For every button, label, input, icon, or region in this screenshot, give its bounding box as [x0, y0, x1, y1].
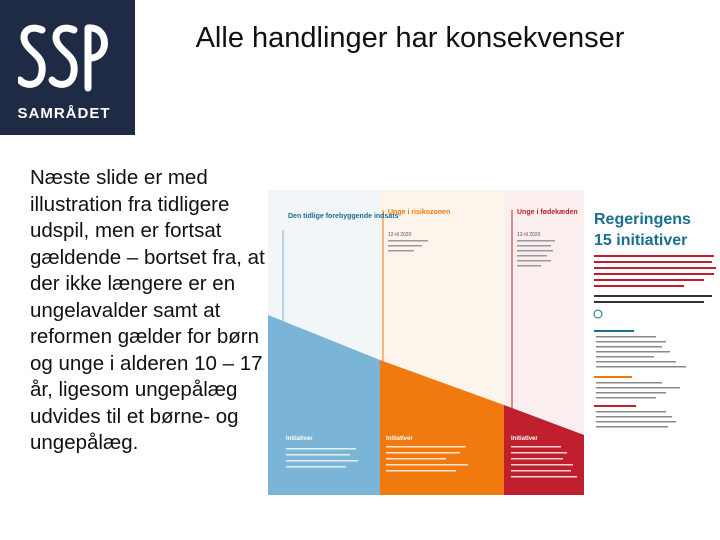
figure-heading-line1: Regeringens — [594, 211, 691, 228]
figure-heading — [594, 211, 695, 249]
col3-title: Unge i fødekæden — [517, 209, 578, 216]
figure-heading-line2: 15 initiativer — [594, 232, 688, 249]
col1-title: Den tidlige forebyggende indsats — [288, 213, 399, 220]
col2-subtitle: 12-til 2020 — [388, 232, 412, 238]
initiatives-illustration — [268, 190, 720, 495]
logo-text: SAMRÅDET — [17, 105, 111, 122]
col1-footer: Initiativer — [286, 436, 313, 442]
col2-title: Unge i risikozonen — [388, 209, 451, 216]
ssp-logo — [0, 0, 135, 135]
logo-divider — [122, 10, 127, 128]
col3-footer: Initiativer — [511, 436, 538, 442]
col2-footer: Initiativer — [386, 436, 413, 442]
ssp-letters-logo — [18, 22, 113, 92]
slide-header — [0, 0, 720, 135]
slide-title: Alle handlinger har konsekvenser — [195, 22, 625, 54]
right-panel-text-lines — [594, 255, 716, 428]
col3-subtitle: 12-til 2020 — [517, 232, 541, 238]
slide-body-text: Næste slide er med illustration fra tidligere udspil, men er fortsat gældende – bortset fra, at der ikke længere er en ungelavalder samt at reformen gælder for børn og unge i alderen 10 – 17 år, ligesom ungepålæg udvides til et børne- og ungepålæg. — [30, 166, 265, 454]
